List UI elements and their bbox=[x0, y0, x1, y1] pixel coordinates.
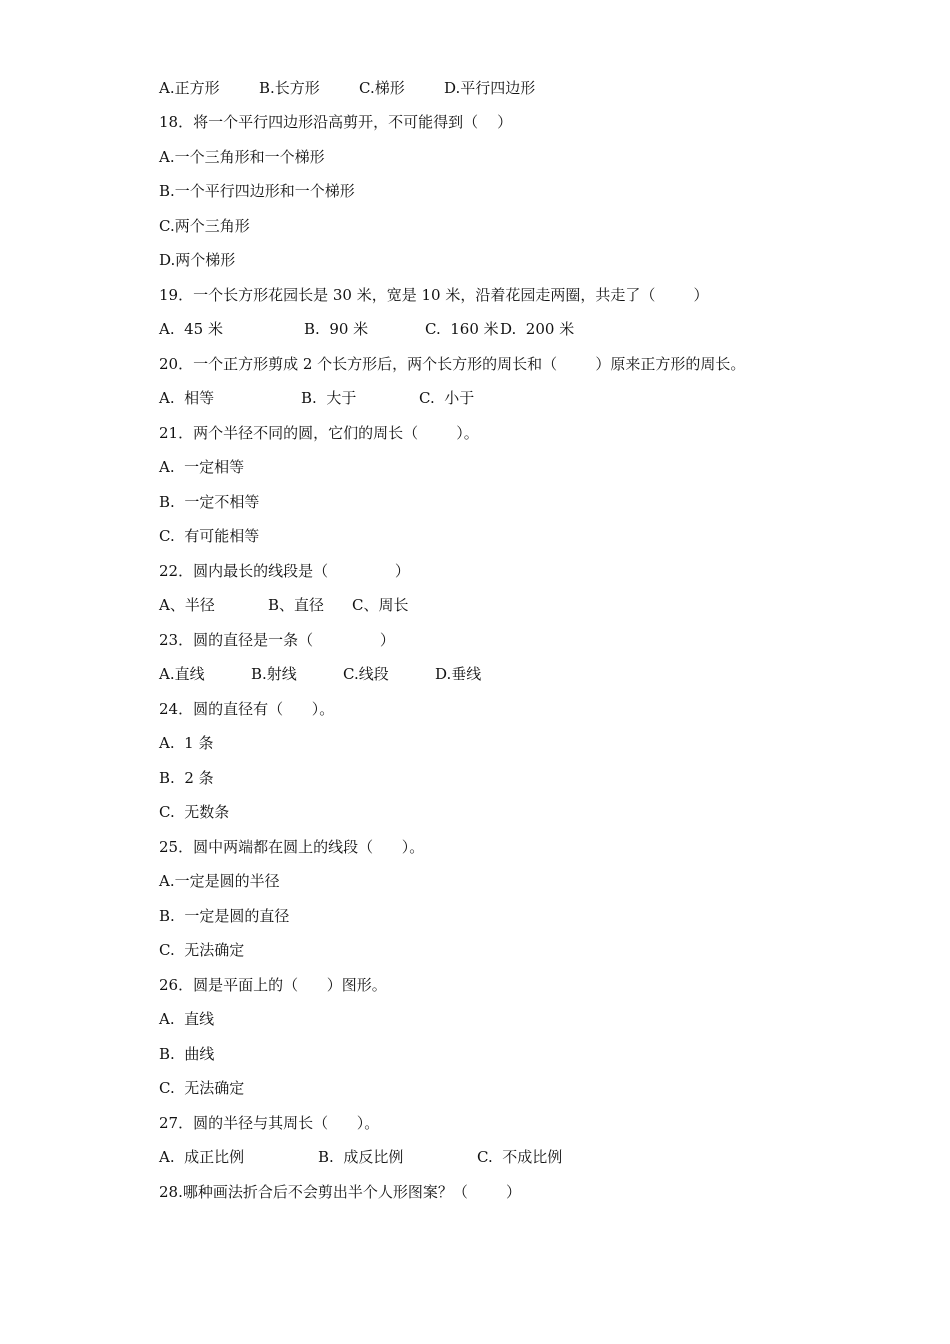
q20-option-b: B. 大于 bbox=[301, 389, 357, 407]
q17-option-c: C.梯形 bbox=[359, 79, 405, 97]
q23-options bbox=[159, 663, 482, 685]
q24-option-a: A. 1 条 bbox=[159, 734, 214, 752]
q23-option-d: D.垂线 bbox=[435, 665, 482, 683]
q26-stem: 26．圆是平面上的（ ）图形。 bbox=[159, 976, 387, 994]
q22-option-c: C、周长 bbox=[352, 596, 409, 614]
q21-option-a: A. 一定相等 bbox=[159, 458, 245, 476]
q19-option-a: A. 45 米 bbox=[159, 320, 223, 338]
q17-option-d: D.平行四边形 bbox=[444, 79, 536, 97]
q27-option-b: B. 成反比例 bbox=[318, 1148, 404, 1166]
q22-option-a: A、半径 bbox=[159, 596, 215, 614]
q26-option-c: C. 无法确定 bbox=[159, 1079, 245, 1097]
q27-option-c: C. 不成比例 bbox=[477, 1148, 563, 1166]
q19-option-c: C. 160 米 bbox=[425, 320, 499, 338]
q19-stem: 19．一个长方形花园长是 30 米，宽是 10 米，沿着花园走两圈，共走了（ ） bbox=[159, 286, 709, 304]
q20-stem: 20．一个正方形剪成 2 个长方形后，两个长方形的周长和（ ）原来正方形的周长。 bbox=[159, 355, 746, 373]
q23-option-c: C.线段 bbox=[343, 665, 389, 683]
q17-option-a: A.正方形 bbox=[159, 79, 220, 97]
q24-option-c: C. 无数条 bbox=[159, 803, 230, 821]
q20-option-c: C. 小于 bbox=[419, 389, 475, 407]
q21-stem: 21．两个半径不同的圆，它们的周长（ ）。 bbox=[159, 424, 479, 442]
q20-option-a: A. 相等 bbox=[159, 389, 215, 407]
q26-option-a: A. 直线 bbox=[159, 1010, 215, 1028]
q25-option-c: C. 无法确定 bbox=[159, 941, 245, 959]
q21-option-b: B. 一定不相等 bbox=[159, 493, 260, 511]
q20-options bbox=[159, 387, 475, 409]
q19-option-b: B. 90 米 bbox=[304, 320, 369, 338]
q18-option-c: C.两个三角形 bbox=[159, 217, 250, 235]
q27-option-a: A. 成正比例 bbox=[159, 1148, 245, 1166]
q19-options bbox=[159, 318, 575, 340]
q25-option-b: B. 一定是圆的直径 bbox=[159, 907, 290, 925]
q24-stem: 24．圆的直径有（ ）。 bbox=[159, 700, 335, 718]
q27-options bbox=[159, 1146, 563, 1168]
q21-option-c: C. 有可能相等 bbox=[159, 527, 260, 545]
q25-option-a: A.一定是圆的半径 bbox=[159, 872, 280, 890]
q18-stem: 18．将一个平行四边形沿高剪开，不可能得到（ ） bbox=[159, 113, 513, 131]
q19-option-d: D. 200 米 bbox=[500, 320, 575, 338]
q27-stem: 27．圆的半径与其周长（ ）。 bbox=[159, 1114, 380, 1132]
q23-option-b: B.射线 bbox=[251, 665, 297, 683]
q17-options bbox=[159, 77, 536, 99]
q23-option-a: A.直线 bbox=[159, 665, 205, 683]
q28-stem: 28.哪种画法折合后不会剪出半个人形图案？（ ） bbox=[159, 1183, 522, 1201]
q24-option-b: B. 2 条 bbox=[159, 769, 214, 787]
q18-option-b: B.一个平行四边形和一个梯形 bbox=[159, 182, 355, 200]
q23-stem: 23．圆的直径是一条（ ） bbox=[159, 631, 395, 649]
q18-option-d: D.两个梯形 bbox=[159, 251, 236, 269]
q17-option-b: B.长方形 bbox=[259, 79, 320, 97]
q22-stem: 22．圆内最长的线段是（ ） bbox=[159, 562, 410, 580]
q26-option-b: B. 曲线 bbox=[159, 1045, 215, 1063]
q22-option-b: B、直径 bbox=[268, 596, 325, 614]
q18-option-a: A.一个三角形和一个梯形 bbox=[159, 148, 325, 166]
q25-stem: 25．圆中两端都在圆上的线段（ ）。 bbox=[159, 838, 425, 856]
q22-options bbox=[159, 594, 409, 616]
